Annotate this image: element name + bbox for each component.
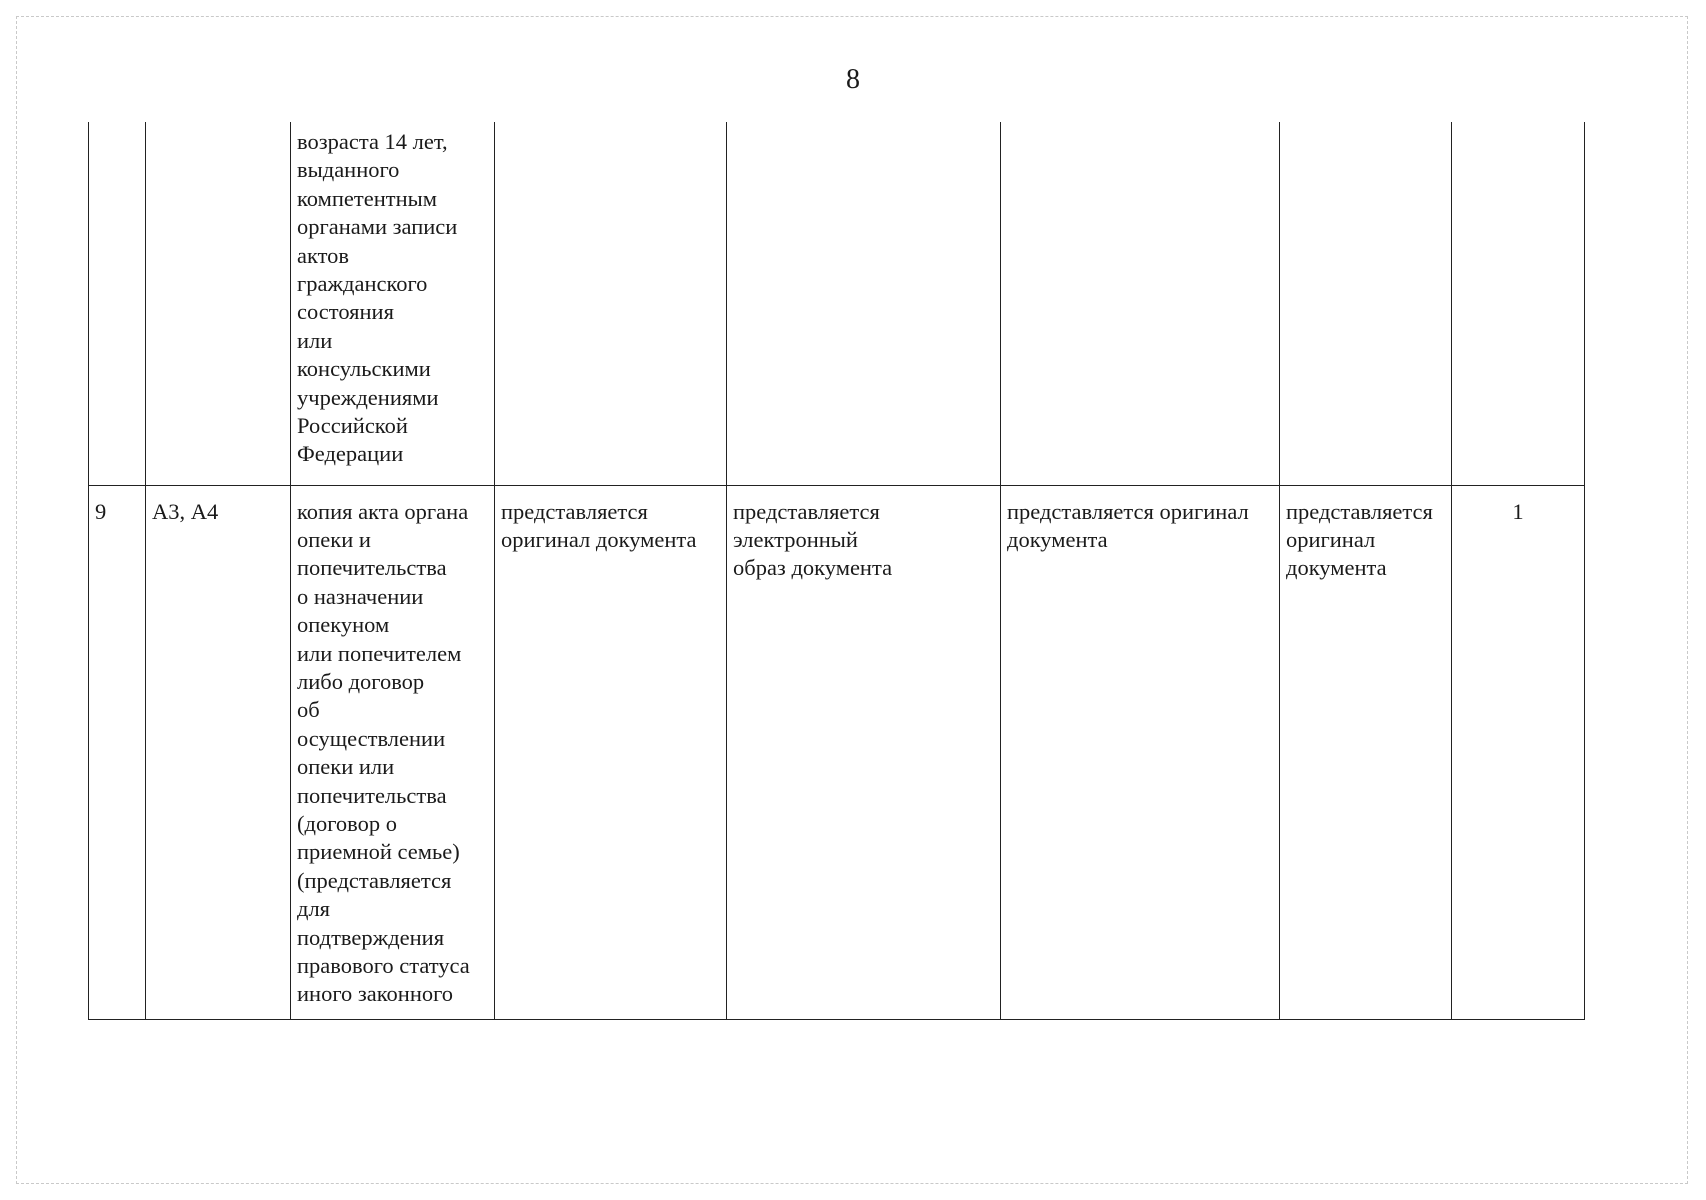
text-line: документа — [1007, 526, 1108, 552]
text-line: органами записи — [297, 214, 458, 240]
text-line: учреждениями — [297, 384, 439, 410]
text-line: представляется — [733, 498, 880, 524]
text-line: оригинал — [1286, 526, 1376, 552]
text-line: представляется — [501, 498, 648, 524]
text-line: о назначении — [297, 583, 424, 609]
text-line: представляется оригинал — [1007, 498, 1249, 524]
text-line: документа — [1286, 555, 1387, 581]
cell-codes — [146, 122, 291, 485]
text-line: приемной семье) — [297, 839, 460, 865]
text-line: образ документа — [733, 555, 893, 581]
table-row-continuation — [89, 122, 1585, 485]
table-row-9 — [89, 485, 1585, 1019]
text-line: гражданского — [297, 271, 428, 297]
text-line: состояния — [297, 299, 394, 325]
cell-codes: А3, А4 — [146, 485, 291, 1019]
text-line: Российской — [297, 413, 408, 439]
cell-col4 — [495, 122, 727, 485]
text-line: копия акта органа — [297, 498, 469, 524]
text-line: (представляется — [297, 867, 452, 893]
cell-submission-form-3 — [1001, 485, 1280, 1019]
text-line: об — [297, 697, 320, 723]
text-line: опеки или — [297, 754, 395, 780]
text-line: правового статуса — [297, 953, 470, 978]
cell-submission-form-2 — [727, 485, 1001, 1019]
cell-col7 — [1280, 122, 1452, 485]
cell-col8 — [1452, 122, 1585, 485]
text-line: консульскими — [297, 356, 431, 382]
cell-count: 1 — [1452, 485, 1585, 1019]
text-line: либо договор — [297, 668, 425, 694]
text-line: иного законного — [297, 981, 454, 1007]
text-line: попечительства — [297, 555, 447, 581]
text-line: выданного — [297, 157, 400, 183]
text-line: возраста 14 лет, — [297, 129, 448, 154]
text-line: компетентным — [297, 185, 437, 211]
text-line: опеки и — [297, 526, 371, 552]
cell-number — [89, 122, 146, 485]
text-line: или — [297, 327, 333, 353]
cell-document-name — [291, 485, 495, 1019]
cell-document-name — [291, 122, 495, 485]
text-line: Федерации — [297, 441, 404, 467]
page-number: 8 — [846, 64, 860, 95]
text-line: оригинал документа — [501, 526, 697, 552]
text-line: или попечителем — [297, 640, 462, 666]
cell-col5 — [727, 122, 1001, 485]
text-line: попечительства — [297, 782, 447, 808]
cell-submission-form-4 — [1280, 485, 1452, 1019]
text-line: для — [297, 896, 331, 922]
text-line: подтверждения — [297, 924, 445, 950]
documents-table — [88, 122, 1585, 1020]
text-line: опекуном — [297, 612, 390, 638]
text-line: актов — [297, 242, 350, 268]
text-line: представляется — [1286, 498, 1433, 524]
cell-submission-form-1 — [495, 485, 727, 1019]
text-line: электронный — [733, 526, 858, 552]
text-line: (договор о — [297, 810, 397, 836]
cell-col6 — [1001, 122, 1280, 485]
cell-number: 9 — [89, 485, 146, 1019]
text-line: осуществлении — [297, 725, 446, 751]
